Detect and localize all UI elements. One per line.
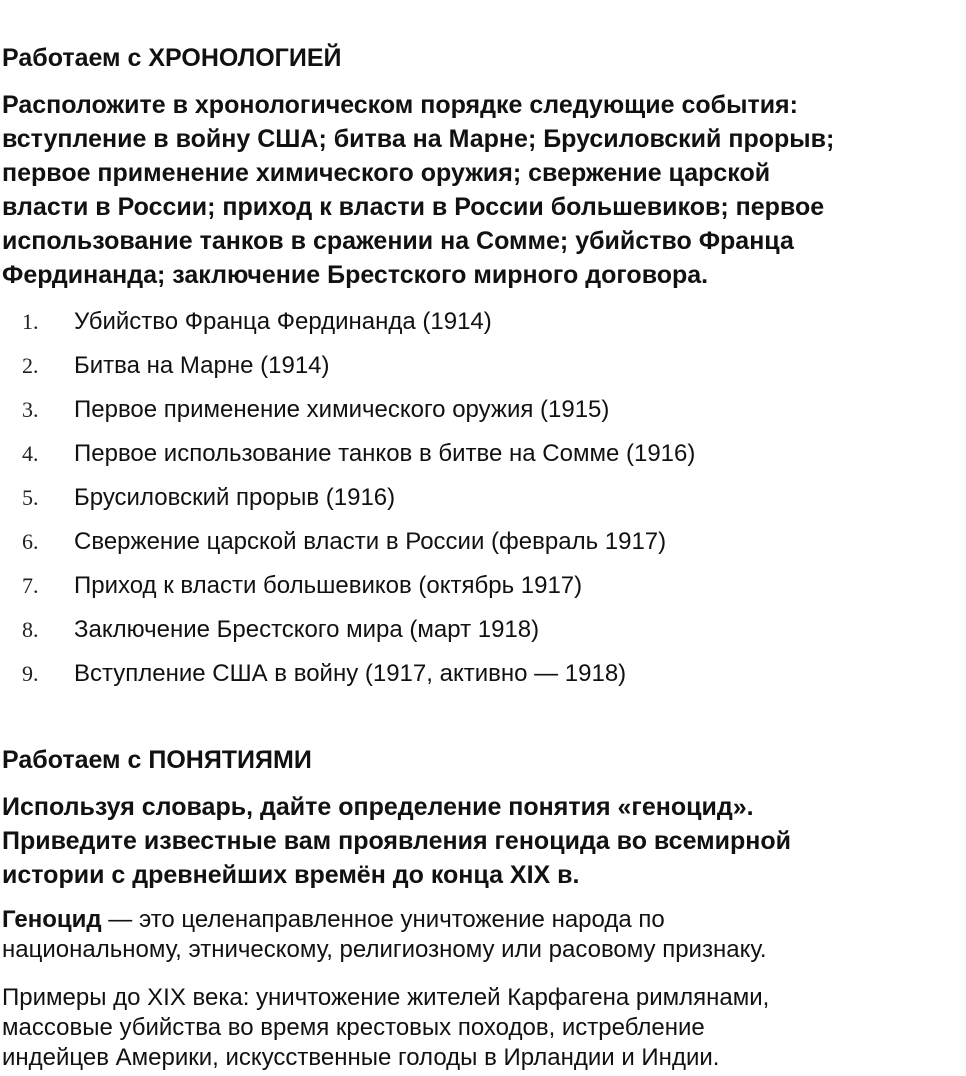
concepts-task-line: Приведите известные вам проявления геноцида во всемирной [2,827,792,855]
examples-line: Примеры до XIX века: уничтожение жителей Карфагена римлянами, [2,984,770,1011]
concepts-task-line: истории с древнейших времён до конца XIX в. [2,861,580,889]
list-item-number: 1. [22,309,39,334]
list-item-text: Брусиловский прорыв (1916) [74,484,396,511]
chronology-heading: Работаем с ХРОНОЛОГИЕЙ [2,44,342,72]
list-item-text: Убийство Франца Фердинанда (1914) [74,308,492,335]
list-item-text: Приход к власти большевиков (октябрь 1917) [74,572,583,599]
list-item-number: 4. [22,441,39,466]
definition-text: — это целенаправленное уничтожение народа по [101,906,665,933]
definition-line: национальному, этническому, религиозному или расовому признаку. [2,936,767,963]
list-item-number: 2. [22,353,39,378]
chronology-task-line: Фердинанда; заключение Брестского мирного договора. [2,261,709,289]
chronology-task-line: первое применение химического оружия; свержение царской [2,159,771,187]
chronology-task-line: вступление в войну США; битва на Марне; Брусиловский прорыв; [2,125,835,153]
chronology-task-line: власти в России; приход к власти в России большевиков; первое [2,193,825,221]
list-item-number: 9. [22,661,39,686]
list-item-number: 8. [22,617,39,642]
list-item-number: 6. [22,529,39,554]
defined-term: Геноцид [2,906,102,933]
examples-line: индейцев Америки, искусственные голоды в Ирландии и Индии. [2,1044,720,1071]
concepts-task [2,790,952,892]
list-item-number: 3. [22,397,39,422]
list-item-text: Битва на Марне (1914) [74,352,330,379]
list-item-text: Свержение царской власти в России (февраль 1917) [74,528,667,555]
list-item-text: Первое применение химического оружия (1915) [74,396,610,423]
list-item-text: Заключение Брестского мира (март 1918) [74,616,540,643]
list-item-number: 7. [22,573,39,598]
chronology-task-line: Расположите в хронологическом порядке следующие события: [2,91,798,119]
concepts-heading: Работаем с ПОНЯТИЯМИ [2,746,312,774]
concepts-task-line: Используя словарь, дайте определение понятия «геноцид». [2,793,754,821]
list-item-number: 5. [22,485,39,510]
examples-paragraph [2,983,952,1073]
examples-line: массовые убийства во время крестовых походов, истребление [2,1014,705,1041]
list-item-text: Первое использование танков в битве на Сомме (1916) [74,440,696,467]
chronology-task-line: использование танков в сражении на Сомме; убийство Франца [2,227,794,255]
list-item-text: Вступление США в войну (1917, активно — 1918) [74,660,627,687]
definition-paragraph [2,905,952,965]
chronology-task [2,88,952,292]
definition-line [2,905,952,935]
